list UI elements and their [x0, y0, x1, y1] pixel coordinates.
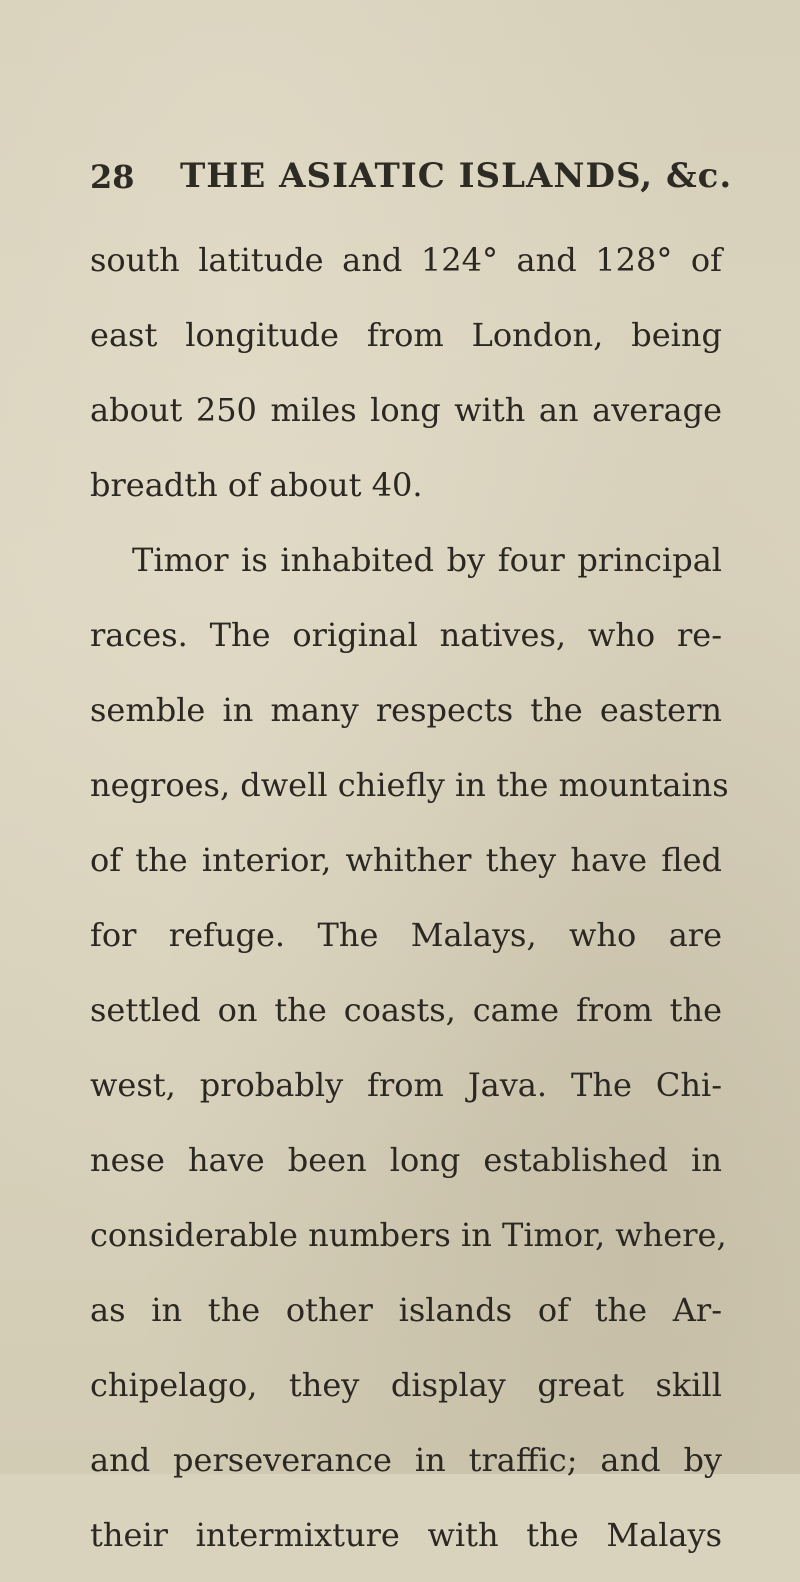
text-line: semble in many respects the eastern — [90, 691, 722, 729]
text-line: settled on the coasts, came from the — [90, 991, 722, 1029]
text-line: south latitude and 124° and 128° of — [90, 241, 722, 279]
text-line: west, probably from Java. The Chi- — [90, 1066, 722, 1104]
text-line: east longitude from London, being — [90, 316, 722, 354]
text-line: chipelago, they display great skill — [90, 1366, 722, 1404]
text-line: races. The original natives, who re- — [90, 616, 722, 654]
text-line: and perseverance in traffic; and by — [90, 1441, 722, 1479]
text-line: nese have been long established in — [90, 1141, 722, 1179]
text-line: negroes, dwell chiefly in the mountains — [90, 766, 729, 804]
text-line: Timor is inhabited by four principal — [132, 541, 722, 579]
text-line: for refuge. The Malays, who are — [90, 916, 722, 954]
text-line: about 250 miles long with an average — [90, 391, 722, 429]
text-line: as in the other islands of the Ar- — [90, 1291, 722, 1329]
text-line: considerable numbers in Timor, where, — [90, 1216, 727, 1254]
body-text — [90, 232, 729, 1582]
text-line: their intermixture with the Malays — [90, 1516, 722, 1554]
text-line: breadth of about 40. — [90, 466, 423, 504]
page-number: 28 — [90, 158, 135, 196]
running-title: THE ASIATIC ISLANDS, &c. — [180, 156, 733, 196]
text-line: of the interior, whither they have fled — [90, 841, 722, 879]
page-header — [90, 152, 770, 202]
